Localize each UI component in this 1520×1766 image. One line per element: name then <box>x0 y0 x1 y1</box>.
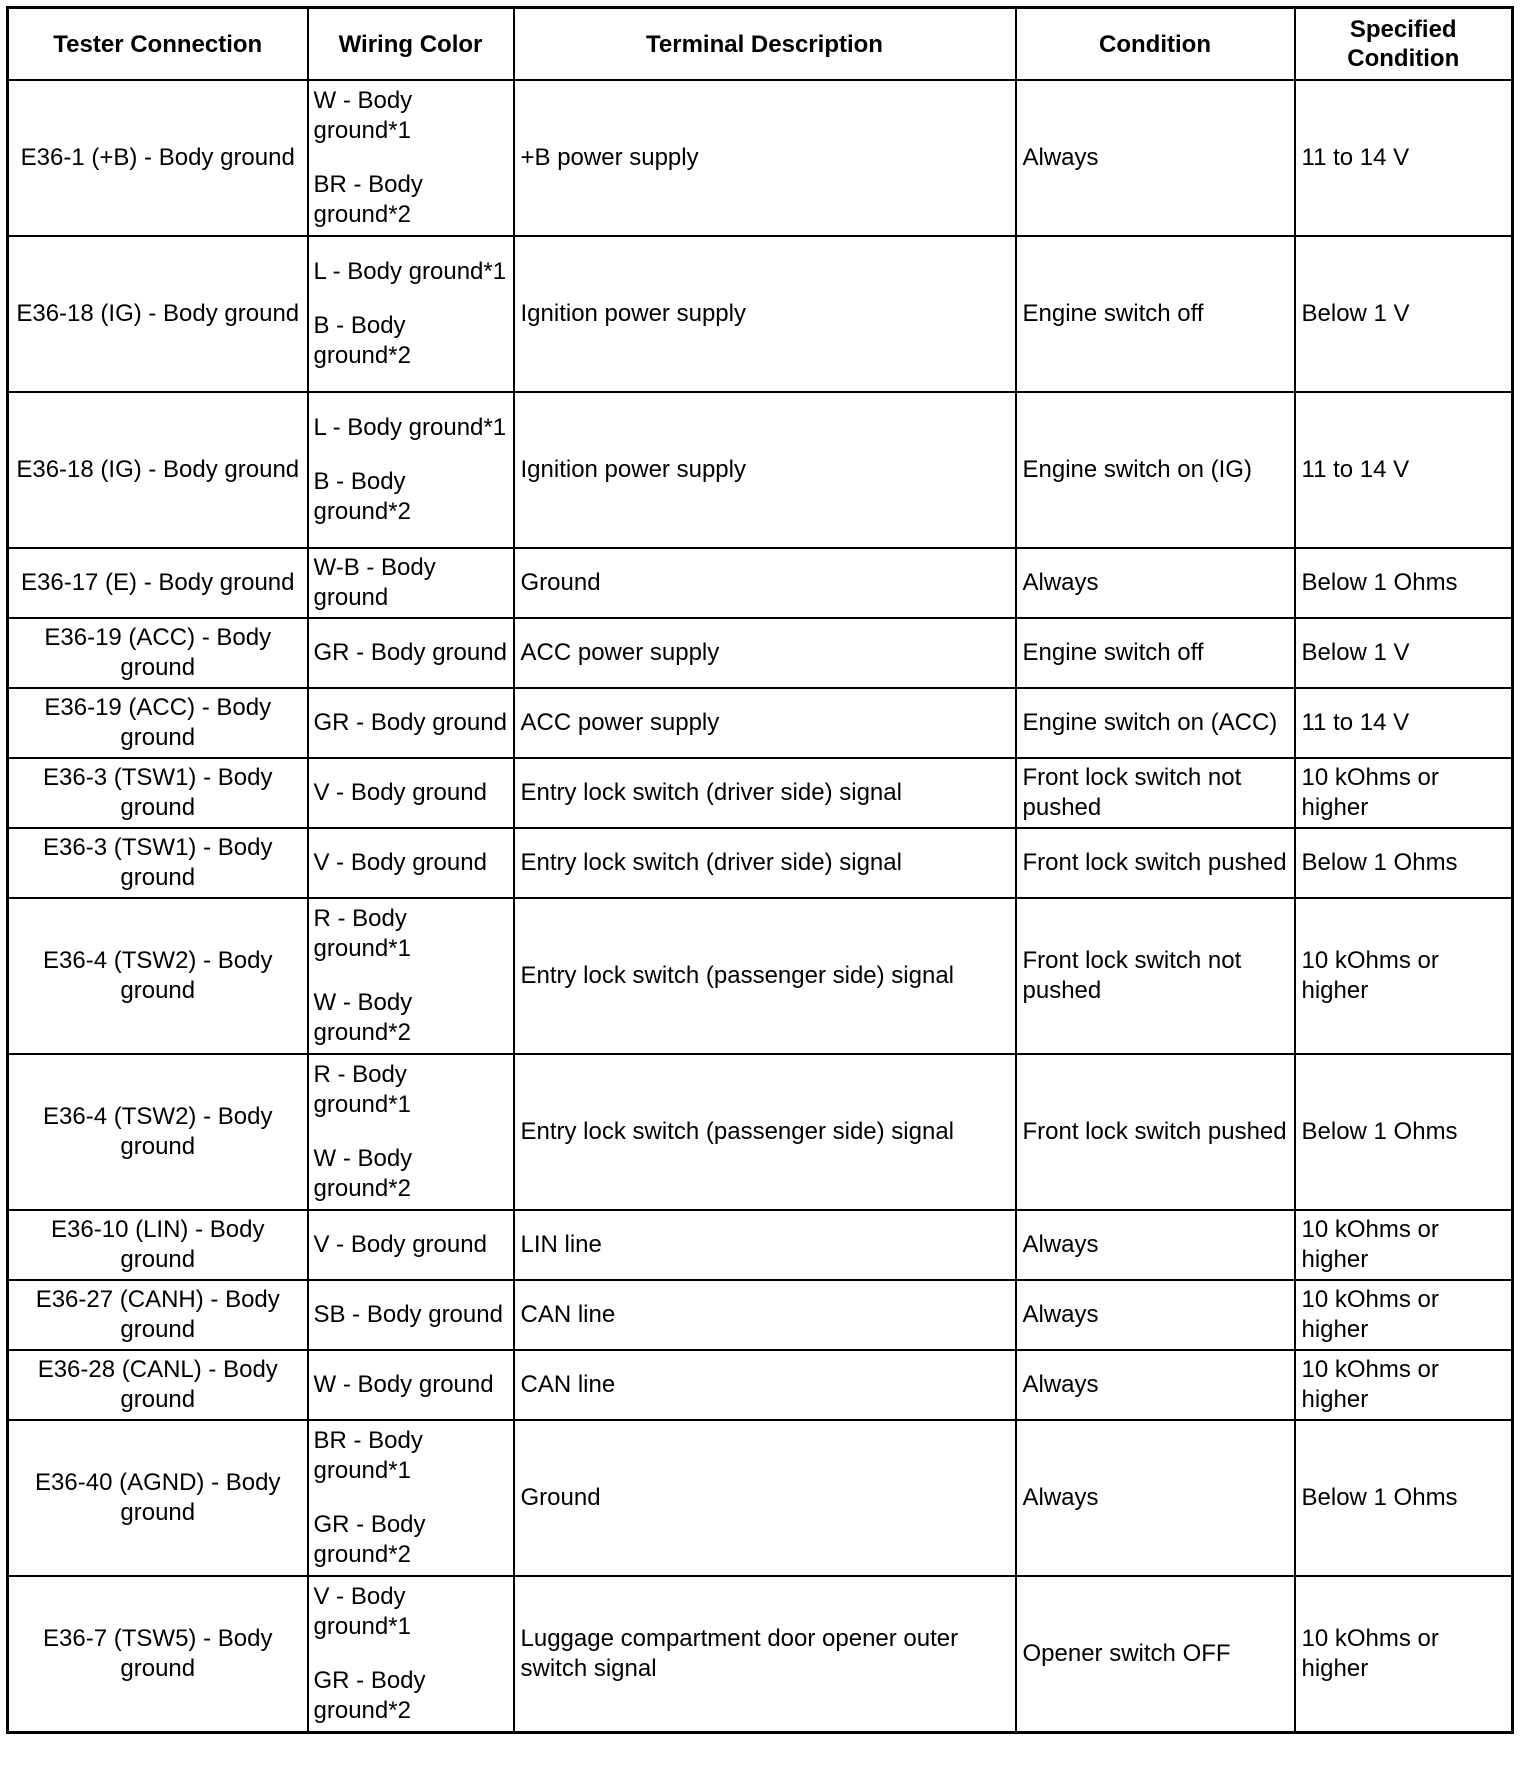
specified-condition-cell: 10 kOhms or higher <box>1295 1210 1513 1280</box>
tester-connection-cell: E36-17 (E) - Body ground <box>8 548 308 618</box>
table-row <box>8 688 1513 758</box>
table-row <box>8 1420 1513 1576</box>
tester-connection-cell: E36-1 (+B) - Body ground <box>8 80 308 236</box>
wiring-color-entry: GR - Body ground*2 <box>313 1667 426 1724</box>
terminal-description-cell: Ignition power supply <box>514 392 1016 548</box>
wiring-color-entry: W - Body ground <box>313 1371 494 1398</box>
table-row <box>8 828 1513 898</box>
wiring-color-cell <box>308 828 514 898</box>
wiring-color-cell <box>308 898 514 1054</box>
table-row <box>8 80 1513 236</box>
condition-cell: Always <box>1016 1350 1295 1420</box>
wiring-color-entry: V - Body ground <box>313 1231 487 1258</box>
terminal-description-cell: Ground <box>514 548 1016 618</box>
terminal-description-cell: ACC power supply <box>514 688 1016 758</box>
tester-connection-cell: E36-4 (TSW2) - Body ground <box>8 898 308 1054</box>
header-specified-condition <box>1295 8 1513 81</box>
terminal-description-cell: Entry lock switch (driver side) signal <box>514 758 1016 828</box>
tester-connection-cell: E36-4 (TSW2) - Body ground <box>8 1054 308 1210</box>
wiring-color-entry: B - Body ground*2 <box>313 312 411 369</box>
table-row <box>8 1576 1513 1733</box>
tester-connection-cell: E36-3 (TSW1) - Body ground <box>8 758 308 828</box>
terminal-description-cell: +B power supply <box>514 80 1016 236</box>
wiring-color-entry: L - Body ground*1 <box>313 258 507 285</box>
specified-condition-cell: 11 to 14 V <box>1295 392 1513 548</box>
table-row <box>8 1054 1513 1210</box>
header-condition: Condition <box>1016 8 1295 81</box>
table-row <box>8 758 1513 828</box>
table-row <box>8 236 1513 392</box>
condition-cell: Engine switch on (ACC) <box>1016 688 1295 758</box>
specified-condition-cell: 10 kOhms or higher <box>1295 1576 1513 1733</box>
specified-condition-cell: Below 1 Ohms <box>1295 1420 1513 1576</box>
specified-condition-cell: 10 kOhms or higher <box>1295 1280 1513 1350</box>
wiring-color-entry: BR - Body ground*2 <box>313 171 423 228</box>
condition-cell: Always <box>1016 1420 1295 1576</box>
wiring-color-cell <box>308 618 514 688</box>
wiring-color-cell <box>308 1280 514 1350</box>
wiring-color-entry: GR - Body ground <box>313 639 507 666</box>
specified-condition-cell: Below 1 V <box>1295 236 1513 392</box>
wiring-color-cell <box>308 548 514 618</box>
wiring-color-cell <box>308 392 514 548</box>
condition-cell: Always <box>1016 548 1295 618</box>
terminal-description-cell: Entry lock switch (driver side) signal <box>514 828 1016 898</box>
tester-connection-cell: E36-19 (ACC) - Body ground <box>8 688 308 758</box>
table-row <box>8 618 1513 688</box>
table-row <box>8 898 1513 1054</box>
header-row <box>8 8 1513 81</box>
terminal-description-cell: Luggage compartment door opener outer switch signal <box>514 1576 1016 1733</box>
wiring-color-entry: L - Body ground*1 <box>313 414 507 441</box>
table-row <box>8 1350 1513 1420</box>
wiring-color-entry: W - Body ground*1 <box>313 87 413 144</box>
wiring-color-cell <box>308 236 514 392</box>
specified-condition-cell: 10 kOhms or higher <box>1295 758 1513 828</box>
tester-connection-cell: E36-19 (ACC) - Body ground <box>8 618 308 688</box>
wiring-color-entry: GR - Body ground*2 <box>313 1511 426 1568</box>
table-body <box>8 80 1513 1733</box>
table-row <box>8 548 1513 618</box>
tester-connection-cell: E36-28 (CANL) - Body ground <box>8 1350 308 1420</box>
table-row <box>8 392 1513 548</box>
condition-cell: Always <box>1016 1280 1295 1350</box>
wiring-color-entry: SB - Body ground <box>313 1301 503 1328</box>
tester-connection-cell: E36-18 (IG) - Body ground <box>8 236 308 392</box>
table-row <box>8 1210 1513 1280</box>
wiring-color-cell <box>308 80 514 236</box>
terminal-check-table <box>6 6 1514 1734</box>
specified-condition-cell: 10 kOhms or higher <box>1295 898 1513 1054</box>
tester-connection-cell: E36-3 (TSW1) - Body ground <box>8 828 308 898</box>
wiring-color-cell <box>308 688 514 758</box>
terminal-description-cell: LIN line <box>514 1210 1016 1280</box>
terminal-description-cell: Entry lock switch (passenger side) signal <box>514 898 1016 1054</box>
condition-cell: Always <box>1016 80 1295 236</box>
specified-condition-cell: Below 1 Ohms <box>1295 548 1513 618</box>
terminal-description-cell: Ground <box>514 1420 1016 1576</box>
terminal-description-cell: ACC power supply <box>514 618 1016 688</box>
tester-connection-cell: E36-40 (AGND) - Body ground <box>8 1420 308 1576</box>
header-terminal-description: Terminal Description <box>514 8 1016 81</box>
table-row <box>8 1280 1513 1350</box>
wiring-color-entry: V - Body ground <box>313 849 487 876</box>
specified-condition-cell: Below 1 Ohms <box>1295 1054 1513 1210</box>
wiring-color-entry: BR - Body ground*1 <box>313 1427 423 1484</box>
wiring-color-entry: V - Body ground <box>313 779 487 806</box>
condition-cell: Front lock switch pushed <box>1016 1054 1295 1210</box>
terminal-description-cell: Entry lock switch (passenger side) signal <box>514 1054 1016 1210</box>
tester-connection-cell: E36-27 (CANH) - Body ground <box>8 1280 308 1350</box>
condition-cell: Front lock switch not pushed <box>1016 758 1295 828</box>
wiring-color-entry: W - Body ground*2 <box>313 1145 413 1202</box>
wiring-color-cell <box>308 1576 514 1733</box>
wiring-color-cell <box>308 1054 514 1210</box>
specified-condition-cell: Below 1 V <box>1295 618 1513 688</box>
header-tester-connection: Tester Connection <box>8 8 308 81</box>
condition-cell: Opener switch OFF <box>1016 1576 1295 1733</box>
wiring-color-cell <box>308 1420 514 1576</box>
specified-condition-cell: 11 to 14 V <box>1295 80 1513 236</box>
wiring-color-entry: B - Body ground*2 <box>313 468 411 525</box>
wiring-color-entry: V - Body ground*1 <box>313 1583 411 1640</box>
specified-condition-cell: Below 1 Ohms <box>1295 828 1513 898</box>
condition-cell: Engine switch on (IG) <box>1016 392 1295 548</box>
terminal-description-cell: Ignition power supply <box>514 236 1016 392</box>
specified-condition-cell: 11 to 14 V <box>1295 688 1513 758</box>
condition-cell: Always <box>1016 1210 1295 1280</box>
tester-connection-cell: E36-10 (LIN) - Body ground <box>8 1210 308 1280</box>
tester-connection-cell: E36-18 (IG) - Body ground <box>8 392 308 548</box>
condition-cell: Engine switch off <box>1016 236 1295 392</box>
specified-condition-cell: 10 kOhms or higher <box>1295 1350 1513 1420</box>
wiring-color-entry: R - Body ground*1 <box>313 1061 411 1118</box>
tester-connection-cell: E36-7 (TSW5) - Body ground <box>8 1576 308 1733</box>
terminal-description-cell: CAN line <box>514 1350 1016 1420</box>
wiring-color-entry: W-B - Body ground <box>313 554 436 611</box>
wiring-color-entry: R - Body ground*1 <box>313 905 411 962</box>
condition-cell: Front lock switch not pushed <box>1016 898 1295 1054</box>
header-specified-line2: Condition <box>1347 45 1460 72</box>
wiring-color-cell <box>308 758 514 828</box>
wiring-color-entry: W - Body ground*2 <box>313 989 413 1046</box>
header-wiring-color: Wiring Color <box>308 8 514 81</box>
condition-cell: Engine switch off <box>1016 618 1295 688</box>
wiring-color-entry: GR - Body ground <box>313 709 507 736</box>
wiring-color-cell <box>308 1350 514 1420</box>
terminal-description-cell: CAN line <box>514 1280 1016 1350</box>
wiring-color-cell <box>308 1210 514 1280</box>
header-specified-line1: Specified <box>1349 16 1457 43</box>
condition-cell: Front lock switch pushed <box>1016 828 1295 898</box>
